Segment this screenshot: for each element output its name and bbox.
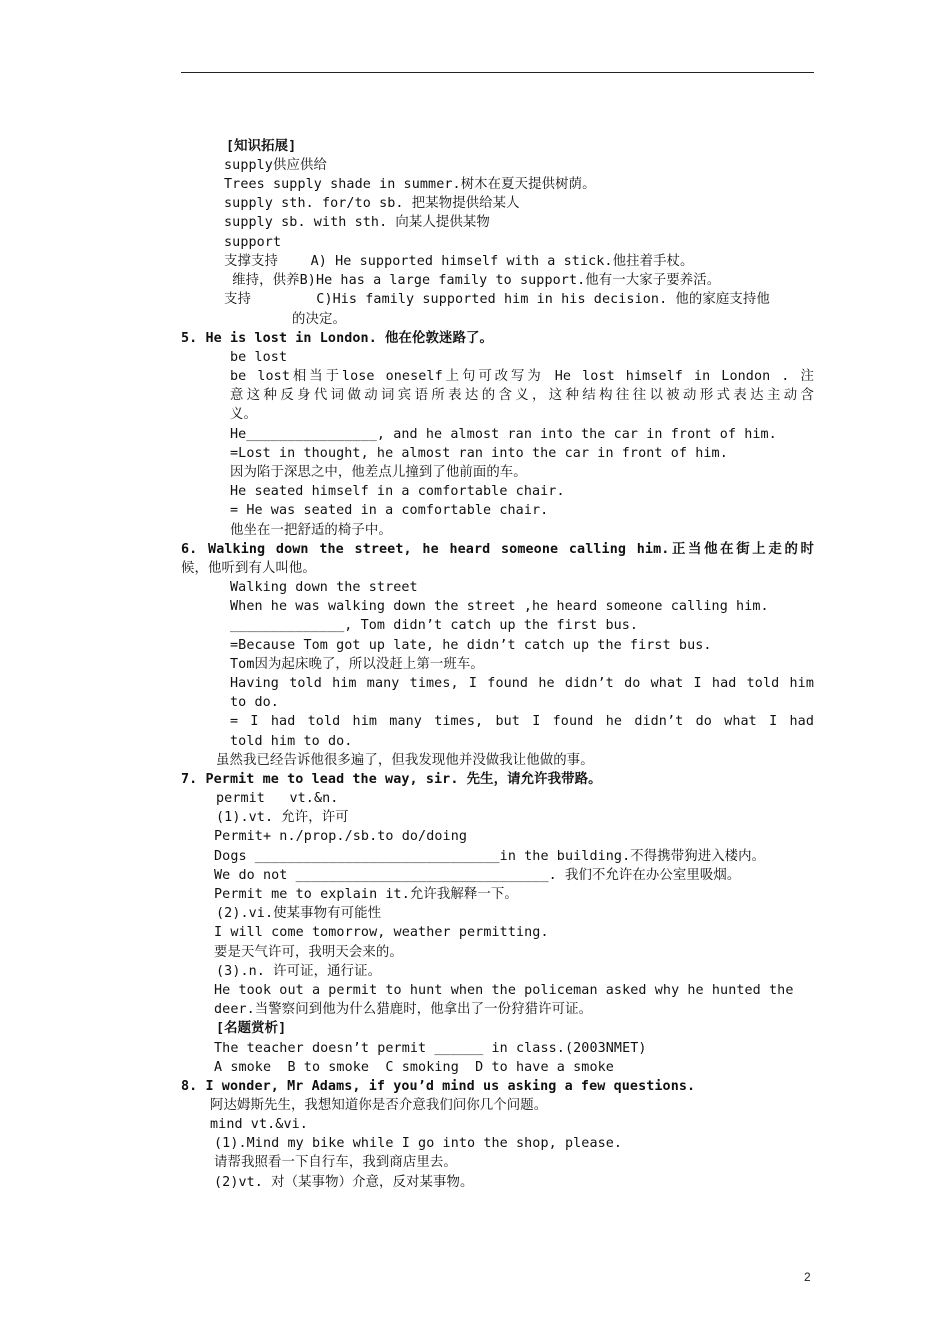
text-line: 维持，供养B)He has a large family to support.他有一大家子要养活。: [224, 273, 721, 288]
item-heading-7: 7. Permit me to lead the way, sir. 先生，请允许我带路。: [181, 772, 602, 787]
text-line: (1).Mind my bike while I go into the shop, please.: [214, 1136, 623, 1151]
text-line: Permit me to explain it.允许我解释一下。: [214, 887, 518, 902]
text-line: ______________, Tom didn’t catch up the first bus.: [230, 618, 639, 633]
section-heading-knowledge-extension: [知识拓展]: [226, 139, 297, 154]
text-line: He seated himself in a comfortable chair.: [230, 484, 565, 499]
text-line: 的决定。: [292, 312, 346, 327]
text-line: support: [224, 235, 282, 250]
text-line: Permit+ n./prop./sb.to do/doing: [214, 829, 468, 844]
text-line: told him to do.: [230, 734, 353, 749]
text-line: supply sth. for/to sb. 把某物提供给某人: [224, 196, 520, 211]
text-line: We do not _______________________________. 我们不允许在办公室里吸烟。: [214, 868, 741, 883]
text-line: He________________, and he almost ran into the car in front of him.: [230, 427, 777, 442]
text-line: The teacher doesn’t permit ______ in class.(2003NMET): [214, 1041, 647, 1056]
text-line: permit vt.&n.: [216, 791, 339, 806]
item-heading-5: 5. He is lost in London. 他在伦敦迷路了。: [181, 331, 493, 346]
text-line: mind vt.&vi.: [210, 1117, 308, 1132]
text-line: 支撑支持 A) He supported himself with a stick.他拄着手杖。: [224, 254, 694, 269]
text-line: be lost相当于lose oneself上句可改写为 He lost himself in London . 注: [230, 369, 814, 384]
item-heading-6: 6. Walking down the street, he heard someone calling him.正当他在街上走的时: [181, 542, 814, 557]
text-line: Dogs ______________________________in the building.不得携带狗进入楼内。: [214, 849, 766, 864]
text-line: 要是天气许可，我明天会来的。: [214, 945, 403, 960]
text-line: A smoke B to smoke C smoking D to have a smoke: [214, 1060, 614, 1075]
text-line: (2).vi.使某事物有可能性: [216, 906, 382, 921]
item-heading-8: 8. I wonder, Mr Adams, if you’d mind us asking a few questions.: [181, 1079, 696, 1094]
text-line: 候，他听到有人叫他。: [181, 561, 316, 576]
text-line: 虽然我已经告诉他很多遍了，但我发现他并没做我让他做的事。: [216, 753, 594, 768]
text-line: (3).n. 许可证，通行证。: [216, 964, 382, 979]
text-line: = He was seated in a comfortable chair.: [230, 503, 549, 518]
text-line: deer.当警察问到他为什么猎鹿时，他拿出了一份狩猎许可证。: [214, 1002, 593, 1017]
page-number: 2: [804, 1270, 811, 1284]
text-line: supply sb. with sth. 向某人提供某物: [224, 215, 490, 230]
text-line: Trees supply shade in summer.树木在夏天提供树荫。: [224, 177, 596, 192]
text-line: 他坐在一把舒适的椅子中。: [230, 523, 392, 538]
text-line: Walking down the street: [230, 580, 418, 595]
text-line: 因为陷于深思之中，他差点儿撞到了他前面的车。: [230, 465, 527, 480]
text-line: Tom因为起床晚了，所以没赶上第一班车。: [230, 657, 484, 672]
text-line: I will come tomorrow, weather permitting.: [214, 925, 549, 940]
text-line: =Because Tom got up late, he didn’t catch up the first bus.: [230, 638, 712, 653]
text-line: 义。: [230, 407, 257, 422]
text-line: 支持 C)His family supported him in his decision. 他的家庭支持他: [224, 292, 770, 307]
text-line: be lost: [230, 350, 288, 365]
text-line: Having told him many times, I found he didn’t do what I had told him: [230, 676, 814, 691]
text-line: (2)vt. 对（某事物）介意，反对某事物。: [214, 1175, 474, 1190]
text-line: = I had told him many times, but I found he didn’t do what I had: [230, 714, 814, 729]
text-line: 阿达姆斯先生，我想知道你是否介意我们问你几个问题。: [210, 1098, 548, 1113]
text-line: He took out a permit to hunt when the policeman asked why he hunted the: [214, 983, 794, 998]
text-line: 意这种反身代词做动词宾语所表达的含义，这种结构往往以被动形式表达主动含: [230, 388, 814, 403]
text-line: to do.: [230, 695, 279, 710]
text-line: =Lost in thought, he almost ran into the car in front of him.: [230, 446, 728, 461]
text-line: supply供应供给: [224, 158, 327, 173]
text-line: 请帮我照看一下自行车，我到商店里去。: [214, 1155, 457, 1170]
text-line: When he was walking down the street ,he heard someone calling him.: [230, 599, 769, 614]
section-heading-famous-questions: [名题赏析]: [216, 1021, 287, 1036]
text-line: (1).vt. 允许，许可: [216, 810, 349, 825]
